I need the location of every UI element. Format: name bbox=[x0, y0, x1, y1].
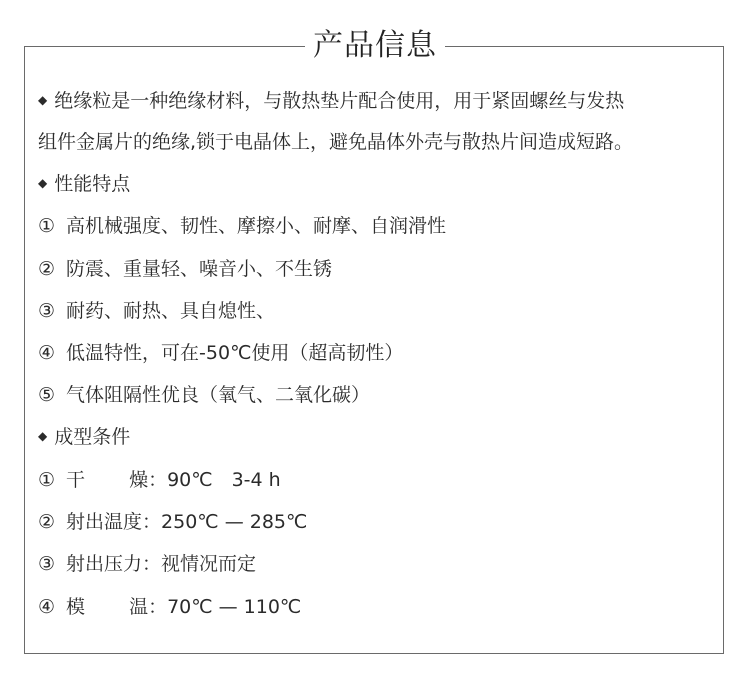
intro-line-1 bbox=[38, 88, 624, 116]
item-number: ④ bbox=[38, 596, 56, 618]
item-number: ① bbox=[38, 215, 56, 237]
feature-item-2 bbox=[38, 256, 332, 282]
item-text: 高机械强度、韧性、摩擦小、耐摩、自润滑性 bbox=[66, 215, 447, 237]
item-number: ⑤ bbox=[38, 384, 56, 406]
diamond-bullet-icon: ◆ bbox=[38, 93, 48, 107]
molding-heading-text: 成型条件 bbox=[54, 426, 131, 448]
item-text: 耐药、耐热、具自熄性、 bbox=[66, 300, 276, 322]
item-label-second: 温 bbox=[129, 596, 149, 618]
features-heading-text: 性能特点 bbox=[54, 173, 131, 195]
diamond-bullet-icon: ◆ bbox=[38, 429, 48, 443]
feature-item-3 bbox=[38, 298, 275, 324]
item-text: 射出压力：视情况而定 bbox=[66, 553, 257, 575]
item-text: ：90℃ 3-4 h bbox=[148, 469, 281, 491]
page-title: 产品信息 bbox=[305, 22, 445, 70]
item-text: 射出温度：250℃ — 285℃ bbox=[66, 511, 308, 533]
item-text: ：70℃ — 110℃ bbox=[148, 596, 302, 618]
intro-text-2: 组件金属片的绝缘,锁于电晶体上，避免晶体外壳与散热片间造成短路。 bbox=[38, 131, 634, 153]
molding-item-1 bbox=[38, 467, 281, 493]
intro-text-1: 绝缘粒是一种绝缘材料，与散热垫片配合使用，用于紧固螺丝与发热 bbox=[54, 90, 625, 112]
item-number: ③ bbox=[38, 300, 56, 322]
item-number: ④ bbox=[38, 342, 56, 364]
item-text: 防震、重量轻、噪音小、不生锈 bbox=[66, 258, 333, 280]
features-heading bbox=[38, 171, 130, 199]
feature-item-1 bbox=[38, 213, 446, 239]
item-number: ② bbox=[38, 511, 56, 533]
molding-item-4 bbox=[38, 594, 301, 620]
item-number: ② bbox=[38, 258, 56, 280]
item-label-first: 干 bbox=[66, 469, 86, 491]
item-label-second: 燥 bbox=[129, 469, 149, 491]
molding-item-3 bbox=[38, 551, 256, 577]
item-number: ③ bbox=[38, 553, 56, 575]
item-text: 低温特性，可在-50℃使用（超高韧性） bbox=[66, 342, 404, 364]
diamond-bullet-icon: ◆ bbox=[38, 176, 48, 190]
intro-line-2 bbox=[38, 129, 633, 155]
molding-item-2 bbox=[38, 509, 307, 535]
feature-item-4 bbox=[38, 340, 403, 366]
feature-item-5 bbox=[38, 382, 370, 408]
molding-heading bbox=[38, 424, 130, 452]
item-text: 气体阻隔性优良（氧气、二氧化碳） bbox=[66, 384, 371, 406]
item-label-first: 模 bbox=[66, 596, 86, 618]
item-number: ① bbox=[38, 469, 56, 491]
